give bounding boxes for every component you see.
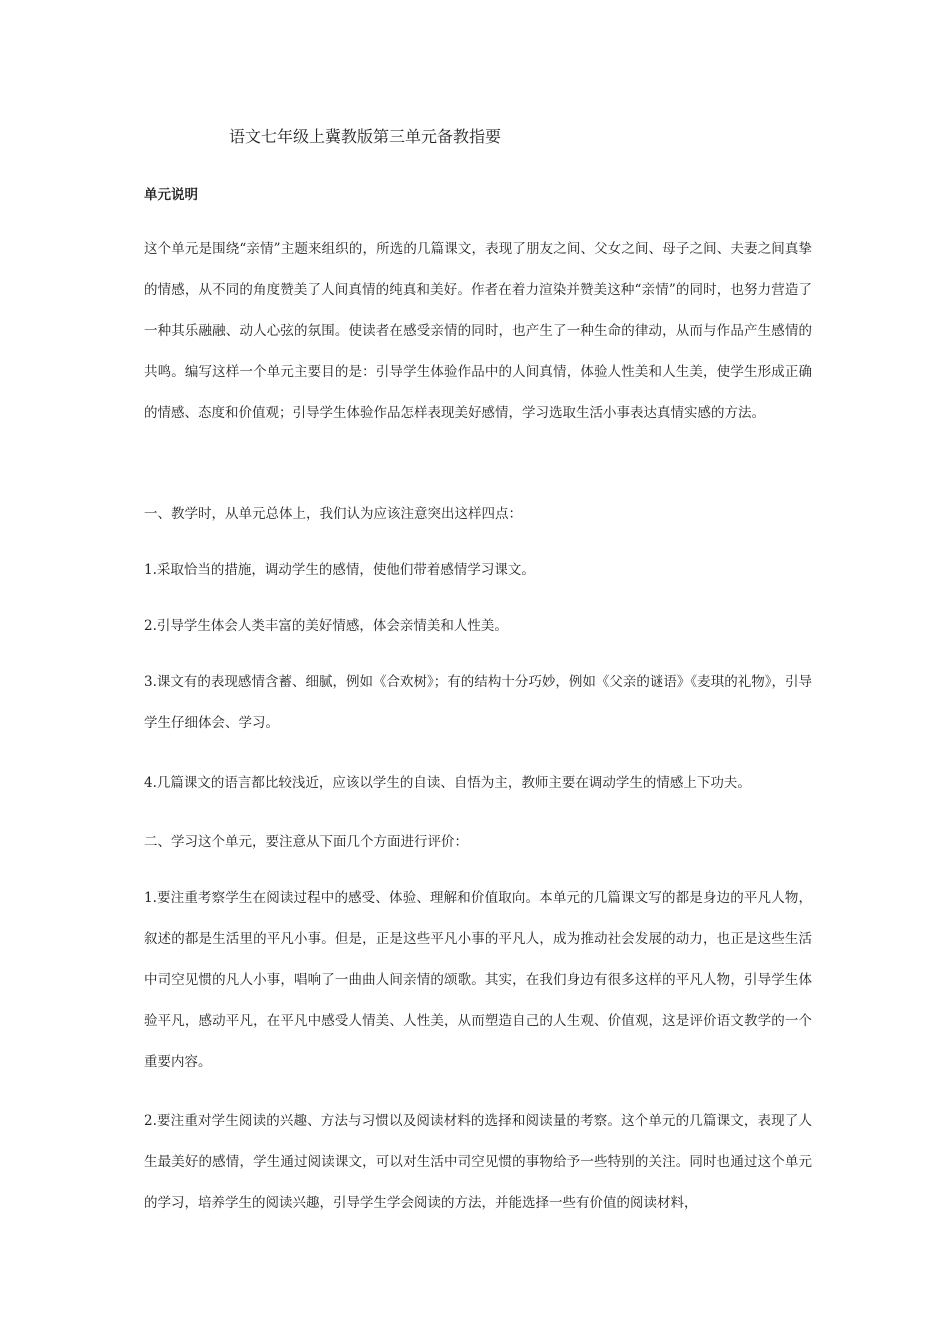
section1-item-1: 1.采取恰当的措施，调动学生的感情，使他们带着感情学习课文。 (144, 562, 535, 578)
section2-item-2: 2.要注重对学生阅读的兴趣、方法与习惯以及阅读材料的选择和阅读量的考察。这个单元的几篇课文，表现了人生最美好的感情，学生通过阅读课文，可以对生活中司空见惯的事物给予一些特别的关注。同时也通过这个单元的学习，培养学生的阅读兴趣，引导学生学会阅读的方法，并能选择一些有价值的阅读材料， (144, 1113, 812, 1211)
section2-heading: 二、学习这个单元，要注意从下面几个方面进行评价： (144, 834, 468, 850)
section1-item-3: 3.课文有的表现感情含蓄、细腻，例如《合欢树》；有的结构十分巧妙，例如《父亲的谜语》《麦琪的礼物》，引导学生仔细体会、学习。 (144, 674, 812, 731)
section2-item-1: 1.要注重考察学生在阅读过程中的感受、体验、理解和价值取向。本单元的几篇课文写的都是身边的平凡人物，叙述的都是生活里的平凡小事。但是，正是这些平凡小事的平凡人，成为推动社会发展的动力，也正是这些生活中司空见惯的凡人小事，唱响了一曲曲人间亲情的颂歌。其实，在我们身边有很多这样的平凡人物，引导学生体验平凡，感动平凡，在平凡中感受人情美、人性美，从而塑造自己的人生观、价值观，这是评价语文教学的一个重要内容。 (144, 890, 812, 1070)
intro-paragraph: 这个单元是围绕“亲情”主题来组织的，所选的几篇课文，表现了朋友之间、父女之间、母子之间、夫妻之间真挚的情感，从不同的角度赞美了人间真情的纯真和美好。作者在着力渲染并赞美这种“亲情”的同时，也努力营造了一种其乐融融、动人心弦的氛围。使读者在感受亲情的同时，也产生了一种生命的律动，从而与作品产生感情的共鸣。编写这样一个单元主要目的是：引导学生体验作品中的人间真情，体验人性美和人生美，使学生形成正确的情感、态度和价值观；引导学生体验作品怎样表现美好感情，学习选取生活小事表达真情实感的方法。 (144, 241, 812, 421)
section1-heading: 一、教学时，从单元总体上，我们认为应该注意突出这样四点： (144, 506, 522, 522)
section1-item-4: 4.几篇课文的语言都比较浅近，应该以学生的自读、自悟为主，教师主要在调动学生的情感上下功夫。 (144, 775, 751, 791)
section1-item-2: 2.引导学生体会人类丰富的美好情感，体会亲情美和人性美。 (144, 618, 508, 634)
document-title: 语文七年级上冀教版第三单元备教指要 (229, 127, 502, 146)
unit-description-heading: 单元说明 (144, 187, 198, 203)
